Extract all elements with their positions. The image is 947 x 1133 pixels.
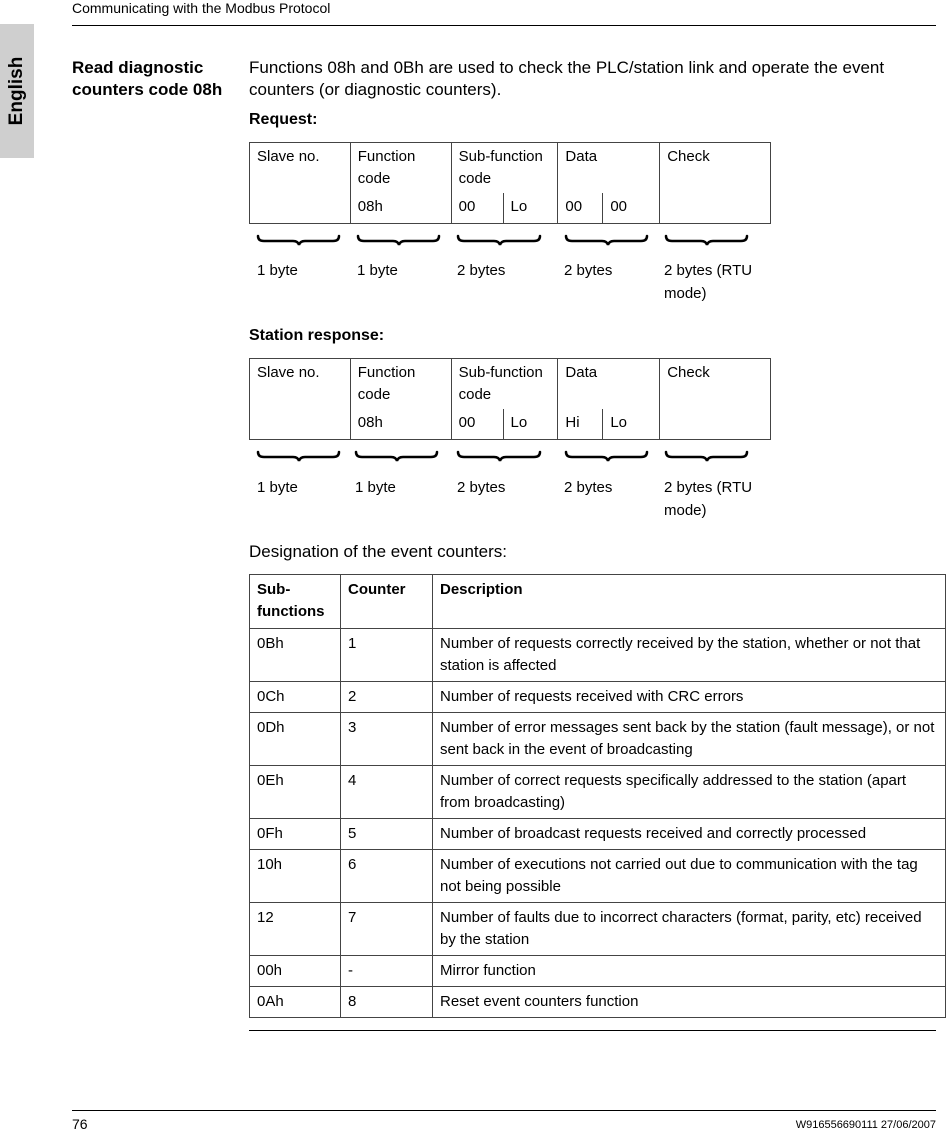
- page-number: 76: [72, 1116, 88, 1132]
- counter-cell: 5: [341, 819, 433, 850]
- counter-cell: 4: [341, 766, 433, 819]
- request-data-lo: 00: [603, 193, 660, 223]
- col-header-description: Description: [433, 575, 946, 629]
- description-cell: Number of requests received with CRC errors: [433, 682, 946, 713]
- request-header-data: Data: [558, 143, 660, 194]
- description-cell: Number of error messages sent back by the station (fault message), or not sent back in the event of broadcasting: [433, 713, 946, 766]
- request-braces: [249, 228, 771, 250]
- response-size-1: 1 byte: [257, 479, 298, 496]
- request-header-function: Function code: [350, 143, 451, 194]
- request-frame-table: [249, 142, 771, 224]
- counter-cell: -: [341, 956, 433, 987]
- request-size-1: 1 byte: [257, 262, 298, 279]
- subfunction-cell: 0Eh: [250, 766, 341, 819]
- designation-heading: Designation of the event counters:: [249, 542, 507, 561]
- table-row: [250, 682, 946, 713]
- response-header-check: Check: [660, 359, 771, 440]
- brace-2: [356, 452, 437, 461]
- description-cell: Number of faults due to incorrect characters (format, parity, etc) received by the station: [433, 903, 946, 956]
- brace-1: [258, 236, 339, 245]
- brace-3: [458, 236, 540, 245]
- subfunction-cell: 0Bh: [250, 629, 341, 682]
- counter-cell: 2: [341, 682, 433, 713]
- brace-5: [666, 452, 747, 461]
- col-header-subfunctions: Sub-functions: [250, 575, 341, 629]
- counters-header-row: [250, 575, 946, 629]
- response-size-5: 2 bytes (RTU mode): [664, 479, 753, 519]
- language-tab: [0, 24, 34, 158]
- brace-4: [566, 452, 647, 461]
- table-row: [250, 629, 946, 682]
- subfunction-cell: 0Ah: [250, 987, 341, 1018]
- request-header-subfunction: Sub-function code: [451, 143, 558, 194]
- request-sub-lo: Lo: [503, 193, 558, 223]
- response-data-hi: Hi: [558, 409, 603, 439]
- subfunction-cell: 0Fh: [250, 819, 341, 850]
- counter-cell: 3: [341, 713, 433, 766]
- description-cell: Number of executions not carried out due to communication with the tag not being possible: [433, 850, 946, 903]
- response-sub-hi: 00: [451, 409, 503, 439]
- running-header: Communicating with the Modbus Protocol: [72, 0, 331, 16]
- language-label: English: [6, 56, 27, 126]
- response-heading: Station response:: [249, 327, 385, 344]
- counter-cell: 1: [341, 629, 433, 682]
- brace-5: [666, 236, 747, 245]
- table-row: [250, 903, 946, 956]
- request-function-value: 08h: [350, 193, 451, 223]
- description-cell: Mirror function: [433, 956, 946, 987]
- section-end-rule: [249, 1030, 936, 1031]
- brace-3: [458, 452, 540, 461]
- response-braces: [249, 444, 771, 466]
- request-heading: Request:: [249, 111, 318, 128]
- counter-cell: 8: [341, 987, 433, 1018]
- brace-1: [258, 452, 339, 461]
- table-row: [250, 713, 946, 766]
- request-size-2: 1 byte: [357, 262, 398, 279]
- request-data-hi: 00: [558, 193, 603, 223]
- section-title: Read diagnostic counters code 08h: [72, 58, 223, 99]
- response-size-4: 2 bytes: [564, 479, 613, 496]
- subfunction-cell: 00h: [250, 956, 341, 987]
- subfunction-cell: 10h: [250, 850, 341, 903]
- subfunction-cell: 0Dh: [250, 713, 341, 766]
- request-size-5: 2 bytes (RTU mode): [664, 262, 753, 302]
- description-cell: Number of requests correctly received by the station, whether or not that station is affected: [433, 629, 946, 682]
- table-row: [250, 987, 946, 1018]
- intro-paragraph: Functions 08h and 0Bh are used to check the PLC/station link and operate the event counters (or diagnostic counters).: [249, 58, 885, 99]
- brace-4: [566, 236, 647, 245]
- table-row: [250, 819, 946, 850]
- description-cell: Number of broadcast requests received and correctly processed: [433, 819, 946, 850]
- request-size-3: 2 bytes: [457, 262, 506, 279]
- request-header-check: Check: [660, 143, 771, 224]
- response-size-3: 2 bytes: [457, 479, 506, 496]
- description-cell: Number of correct requests specifically addressed to the station (apart from broadcasting): [433, 766, 946, 819]
- document-reference: W916556690111 27/06/2007: [795, 1119, 936, 1131]
- response-header-function: Function code: [350, 359, 451, 410]
- col-header-counter: Counter: [341, 575, 433, 629]
- response-function-value: 08h: [350, 409, 451, 439]
- response-sub-lo: Lo: [503, 409, 558, 439]
- response-header-subfunction: Sub-function code: [451, 359, 558, 410]
- header-rule: [72, 25, 936, 26]
- response-header-data: Data: [558, 359, 660, 410]
- counter-cell: 6: [341, 850, 433, 903]
- request-sub-hi: 00: [451, 193, 503, 223]
- response-header-slave: Slave no.: [250, 359, 351, 440]
- table-row: [250, 766, 946, 819]
- counter-cell: 7: [341, 903, 433, 956]
- brace-2: [358, 236, 439, 245]
- response-frame-table: [249, 358, 771, 440]
- footer-rule: [72, 1110, 936, 1111]
- subfunction-cell: 0Ch: [250, 682, 341, 713]
- request-size-4: 2 bytes: [564, 262, 613, 279]
- table-row: [250, 956, 946, 987]
- table-row: [250, 850, 946, 903]
- counters-table: [249, 574, 946, 1018]
- response-data-lo: Lo: [603, 409, 660, 439]
- subfunction-cell: 12: [250, 903, 341, 956]
- response-size-2: 1 byte: [355, 479, 396, 496]
- description-cell: Reset event counters function: [433, 987, 946, 1018]
- request-header-slave: Slave no.: [250, 143, 351, 224]
